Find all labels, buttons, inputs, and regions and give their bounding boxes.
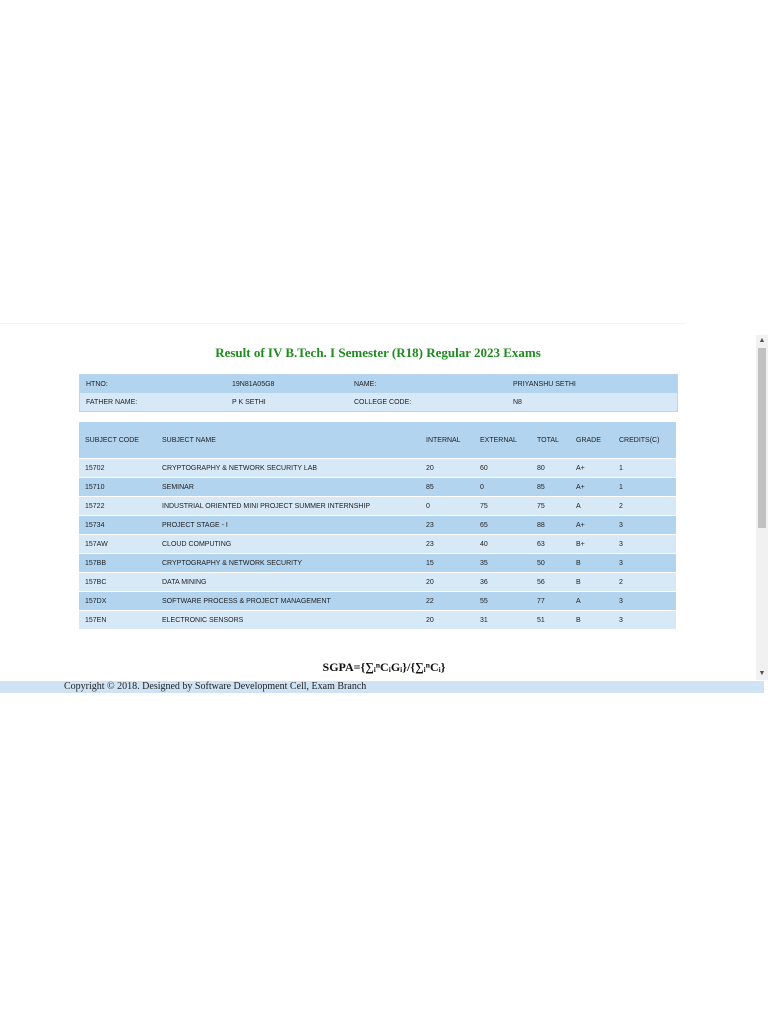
scroll-up-arrow-icon[interactable]: ▲ [758,337,766,344]
father-name-label: FATHER NAME: [80,393,226,411]
credits-cell: 1 [613,458,676,477]
internal-marks-cell: 85 [420,477,474,496]
external-marks-cell: 35 [474,553,531,572]
table-row [79,458,676,477]
total-marks-cell: 63 [531,534,570,553]
student-info-row [80,393,677,411]
father-name-value: P K SETHI [226,393,348,411]
grade-cell: A [570,496,613,515]
internal-marks-cell: 15 [420,553,474,572]
total-marks-cell: 80 [531,458,570,477]
result-viewport [0,323,768,680]
internal-marks-cell: 23 [420,534,474,553]
subject-name-cell: PROJECT STAGE - I [156,515,420,534]
credits-cell: 3 [613,534,676,553]
htno-label: HTNO: [80,375,226,393]
total-marks-cell: 88 [531,515,570,534]
marks-table-header-row [79,422,676,458]
name-value: PRIYANSHU SETHI [507,375,677,393]
content-divider [0,323,686,324]
grade-cell: B+ [570,534,613,553]
table-row [79,572,676,591]
htno-value: 19N81A05G8 [226,375,348,393]
name-label: NAME: [348,375,507,393]
grade-cell: A+ [570,515,613,534]
subject-code-cell: 157EN [79,610,156,629]
scroll-down-arrow-icon[interactable]: ▼ [758,670,766,677]
external-marks-cell: 75 [474,496,531,515]
total-marks-cell: 51 [531,610,570,629]
external-marks-cell: 0 [474,477,531,496]
external-marks-cell: 55 [474,591,531,610]
header-total: TOTAL [531,422,570,458]
sgpa-formula: SGPA={∑ᵢⁿCᵢGᵢ}/{∑ᵢⁿCᵢ} [322,660,446,674]
internal-marks-cell: 20 [420,458,474,477]
table-row [79,496,676,515]
subject-code-cell: 15722 [79,496,156,515]
subject-code-cell: 15702 [79,458,156,477]
table-row [79,515,676,534]
internal-marks-cell: 20 [420,610,474,629]
internal-marks-cell: 0 [420,496,474,515]
subject-code-cell: 15710 [79,477,156,496]
table-row [79,477,676,496]
credits-cell: 3 [613,610,676,629]
subject-code-cell: 157BB [79,553,156,572]
subject-code-cell: 15734 [79,515,156,534]
total-marks-cell: 56 [531,572,570,591]
scrollbar-thumb[interactable] [758,348,766,528]
internal-marks-cell: 20 [420,572,474,591]
header-external: EXTERNAL [474,422,531,458]
subject-name-cell: CLOUD COMPUTING [156,534,420,553]
subject-code-cell: 157DX [79,591,156,610]
grade-cell: A [570,591,613,610]
total-marks-cell: 75 [531,496,570,515]
credits-cell: 3 [613,515,676,534]
table-row [79,534,676,553]
vertical-scrollbar[interactable] [756,335,768,680]
external-marks-cell: 40 [474,534,531,553]
table-row [79,610,676,629]
internal-marks-cell: 22 [420,591,474,610]
credits-cell: 2 [613,496,676,515]
subject-name-cell: SOFTWARE PROCESS & PROJECT MANAGEMENT [156,591,420,610]
total-marks-cell: 77 [531,591,570,610]
subject-name-cell: ELECTRONIC SENSORS [156,610,420,629]
grade-cell: A+ [570,458,613,477]
table-row [79,591,676,610]
footer-bar [0,681,764,693]
internal-marks-cell: 23 [420,515,474,534]
grade-cell: B [570,553,613,572]
total-marks-cell: 50 [531,553,570,572]
credits-cell: 2 [613,572,676,591]
subject-code-cell: 157AW [79,534,156,553]
college-code-value: N8 [507,393,677,411]
table-row [79,553,676,572]
student-info-row [80,375,677,393]
grade-cell: A+ [570,477,613,496]
header-subject-name: SUBJECT NAME [156,422,420,458]
student-info-table [79,374,678,412]
subject-name-cell: SEMINAR [156,477,420,496]
subject-name-cell: DATA MINING [156,572,420,591]
external-marks-cell: 65 [474,515,531,534]
credits-cell: 3 [613,591,676,610]
credits-cell: 1 [613,477,676,496]
credits-cell: 3 [613,553,676,572]
external-marks-cell: 36 [474,572,531,591]
subject-name-cell: CRYPTOGRAPHY & NETWORK SECURITY [156,553,420,572]
college-code-label: COLLEGE CODE: [348,393,507,411]
page-title: Result of IV B.Tech. I Semester (R18) Regular 2023 Exams [215,345,541,360]
subject-name-cell: INDUSTRIAL ORIENTED MINI PROJECT SUMMER INTERNSHIP [156,496,420,515]
external-marks-cell: 60 [474,458,531,477]
header-grade: GRADE [570,422,613,458]
header-internal: INTERNAL [420,422,474,458]
grade-cell: B [570,572,613,591]
header-subject-code: SUBJECT CODE [79,422,156,458]
subject-name-cell: CRYPTOGRAPHY & NETWORK SECURITY LAB [156,458,420,477]
copyright-text: Copyright © 2018. Designed by Software Development Cell, Exam Branch [64,681,367,692]
grade-cell: B [570,610,613,629]
header-credits: CREDITS(C) [613,422,676,458]
subject-code-cell: 157BC [79,572,156,591]
marks-table [79,422,676,629]
total-marks-cell: 85 [531,477,570,496]
external-marks-cell: 31 [474,610,531,629]
